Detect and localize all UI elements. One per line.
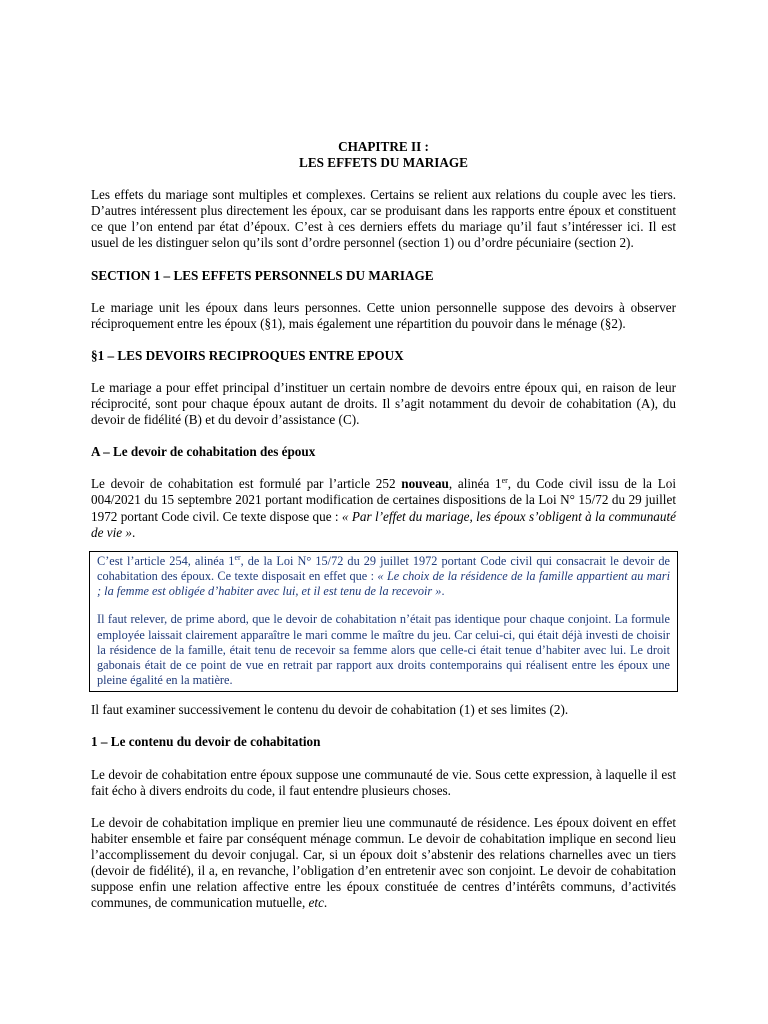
chapter-label: CHAPITRE II : [338, 139, 429, 154]
subsection-a-sup: er [501, 476, 508, 486]
intro-paragraph: Les effets du mariage sont multiples et complexes. Certains se relient aux relations du couple avec les tiers. D’autres intéressent plus directement les époux, car se produisant dans les rapports entre époux et constituent ce que l’on entend par état d’époux. C’est à ces derniers effets du mariage qu’il faut s’intéresser ici. Il est usuel de les distinguer selon qu’ils sont d’ordre personnel (section 1) ou d’ordre pécuniaire (section 2). [91, 187, 676, 251]
subsection-a-quote: « Par l’effet du mariage, les époux s’obligent à la communauté de vie » [91, 508, 676, 540]
document-body [91, 139, 676, 911]
paragraph-1-text: Le mariage a pour effet principal d’instituer un certain nombre de devoirs entre époux qui, en raison de leur réciprocité, sont pour chaque époux autant de droits. Il s’agit notamment du devoir de cohabitation (A), du devoir de fidélité (B) et du devoir d’assistance (C). [91, 379, 676, 428]
subsection-a-text-3: , du Code civil issu de la Loi 004/2021 du 15 septembre 2021 portant modification de certaines dispositions de la Loi N° 15/72 du 29 juillet 1972 portant Code civil. Ce texte dispose que : [91, 476, 677, 524]
box-p1-quote: « Le choix de la résidence de la famille appartient au mari ; la femme est obligée d’habiter avec lui, et il est tenu de la recevoir » [97, 568, 671, 599]
subsection-a-text-2: , alinéa 1 [448, 476, 502, 492]
subsection-a-heading: A – Le devoir de cohabitation des époux [91, 444, 316, 460]
subsection-a-text [91, 476, 676, 540]
section-1-paragraph: Le mariage unit les époux dans leurs personnes. Cette union personnelle suppose des devoirs à observer réciproquement entre les époux (§1), mais également une répartition du pouvoir dans le ménage (§2). [91, 299, 676, 331]
subsection-1-text-2b: . [323, 895, 328, 911]
subsection-a-text-1: Le devoir de cohabitation est formulé par l’article 252 [91, 476, 402, 492]
chapter-title: LES EFFETS DU MARIAGE [299, 155, 468, 171]
subsection-1-heading: 1 – Le contenu du devoir de cohabitation [91, 734, 321, 750]
box-p1-c: . [441, 584, 445, 599]
section-1-heading: SECTION 1 – LES EFFETS PERSONNELS DU MARIAGE [91, 267, 434, 283]
after-box-paragraph: Il faut examiner successivement le contenu du devoir de cohabitation (1) et ses limites (2). [91, 702, 569, 718]
box-paragraph-1 [97, 554, 670, 600]
box-paragraph-2: Il faut relever, de prime abord, que le devoir de cohabitation n’était pas identique pour chaque conjoint. La formule employée laissait clairement apparaître le mari comme le maître du jeu. Car celui-ci, qui était déjà investi de choisir la résidence de la famille, était tenu de recevoir sa femme alors que celle-ci était tenue d’habiter avec lui. Le droit gabonais était de ce point de vue en retrait par rapport aux droits contemporains qui réalisent entre les époux une pleine égalité en la matière. [97, 612, 670, 688]
subsection-1-text: Le devoir de cohabitation entre époux suppose une communauté de vie. Sous cette expression, à laquelle il est fait écho à divers endroits du code, il faut entendre plusieurs choses. [91, 766, 676, 798]
subsection-1-text-2a: Le devoir de cohabitation implique en premier lieu une communauté de résidence. Les époux doivent en effet habiter ensemble et faire par conséquent ménage commun. Le devoir de cohabitation implique en second lieu l’accomplissement du devoir conjugal. Car, si un époux doit s’abstenir des relations charnelles avec un tiers (devoir de fidélité), il a, en revanche, l’obligation d’en entretenir avec son conjoint. Le devoir de cohabitation suppose enfin une relation affective entre les époux constituée de centres d’intérêts communs, d’activités communes, de communication mutuelle, [91, 814, 676, 911]
paragraph-1-heading: §1 – LES DEVOIRS RECIPROQUES ENTRE EPOUX [91, 347, 404, 363]
box-p1-sup: er [234, 552, 241, 562]
box-p1-a: C’est l’article 254, alinéa 1 [97, 553, 235, 568]
subsection-1-text-2 [91, 815, 676, 912]
subsection-a-text-4: . [132, 524, 136, 540]
historical-note-box [89, 551, 678, 693]
etc-italic: etc [308, 895, 324, 911]
box-p1-b: , de la Loi N° 15/72 du 29 juillet 1972 portant Code civil qui consacrait le devoir de cohabitation des époux. Ce texte disposait en effet que : [97, 553, 670, 583]
subsection-a-bold: nouveau [401, 476, 449, 492]
